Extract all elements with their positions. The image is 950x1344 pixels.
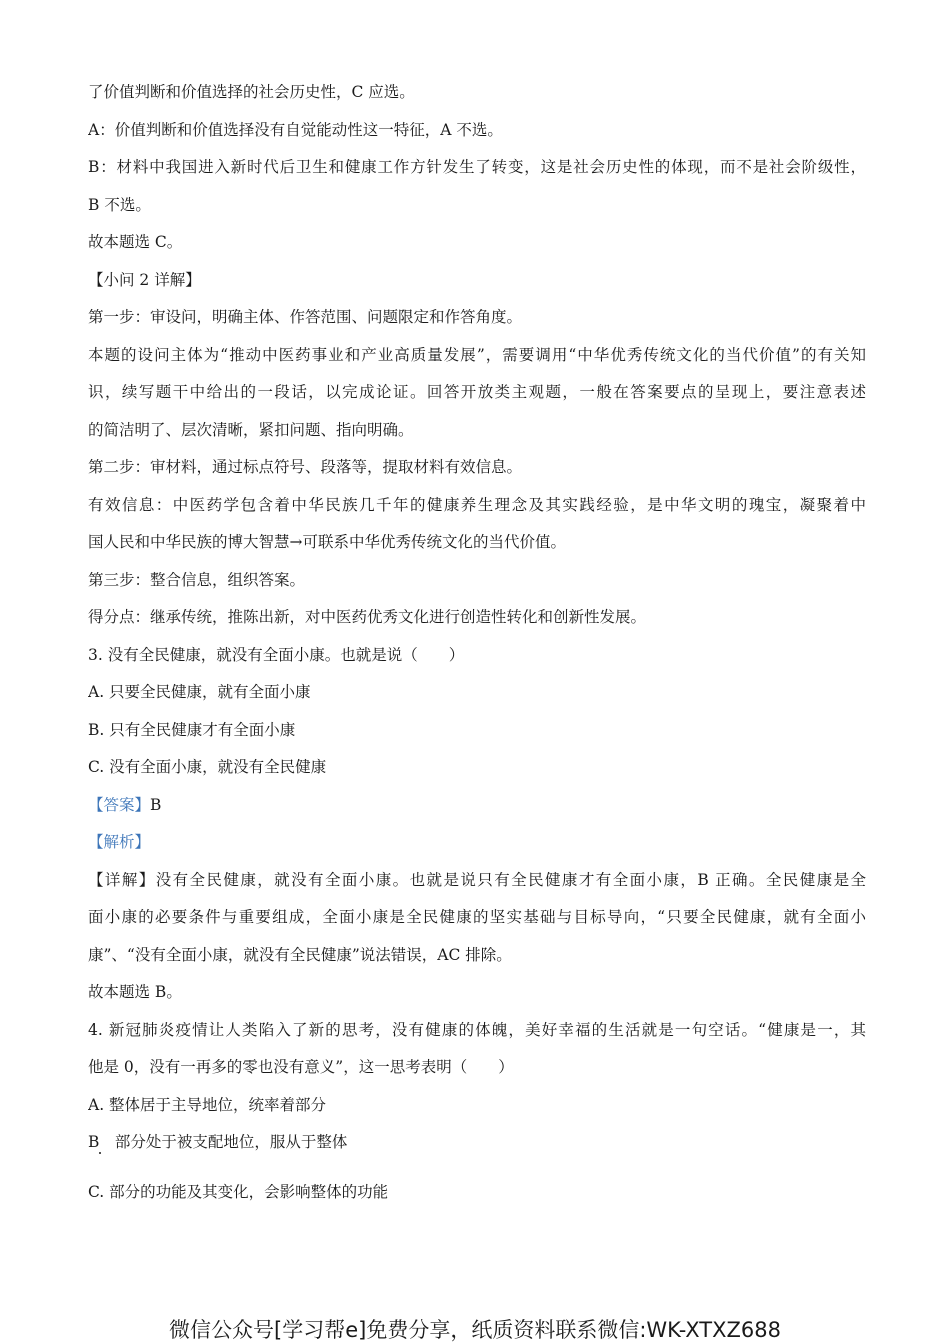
analysis-tag: 【解析】 [88,833,151,851]
text-line: 第三步：整合信息，组织答案。 [88,570,306,589]
text-line: B 不选。 [88,195,151,214]
question-4-option-b [88,1124,866,1162]
text-line: 国人民和中华民族的博大智慧→可联系中华优秀传统文化的当代价值。 [88,533,566,551]
text-line: 第一步：审设问，明确主体、作答范围、问题限定和作答角度。 [88,308,523,326]
answer-tag: 【答案】 [88,795,151,814]
footer-watermark: 微信公众号[学习帮e]免费分享，纸质资料联系微信:WK-XTXZ688 [169,1318,781,1342]
text-line: 第二步：审材料，通过标点符号、段落等，提取材料有效信息。 [88,458,523,476]
subquestion-heading: 【小问 2 详解】 [88,270,201,289]
text-line: A：价值判断和价值选择没有自觉能动性这一特征，A 不选。 [88,120,503,139]
detail-line: 故本题选 B。 [88,983,182,1001]
stray-dot-mark [99,1152,101,1154]
question-4-option-c: C. 部分的功能及其变化，会影响整体的功能 [88,1182,389,1201]
spacer [88,1162,866,1174]
document-body [88,74,866,1211]
analysis-line [88,824,866,862]
question-4-option-a: A. 整体居于主导地位，统率着部分 [88,1095,327,1114]
question-3-option-c: C. 没有全面小康，就没有全民健康 [88,758,327,776]
text-line: 故本题选 C。 [88,233,183,251]
question-4-stem: 4. 新冠肺炎疫情让人类陷入了新的思考，没有健康的体魄，美好幸福的生活就是一句空话。“健康是一，其 [88,1020,866,1039]
text-line: 本题的设问主体为“推动中医药事业和产业高质量发展”，需要调用“中华优秀传统文化的当代价值”的有关知 [88,345,866,364]
answer-line [88,787,866,825]
question-3-option-a: A. 只要全民健康，就有全面小康 [88,683,311,701]
question-3-stem: 3. 没有全民健康，就没有全面小康。也就是说（ ） [88,645,465,664]
text-line: B：材料中我国进入新时代后卫生和健康工作方针发生了转变，这是社会历史性的体现，而不是社会阶级性， [88,158,866,176]
detail-line: 【详解】没有全民健康，就没有全面小康。也就是说只有全民健康才有全面小康，B 正确。全民健康是全 [88,870,866,889]
question-4-option-b-text: B 部分处于被支配地位，服从于整体 [88,1133,348,1151]
question-4-stem: 他是 0，没有一再多的零也没有意义”，这一思考表明（ ） [88,1058,514,1076]
detail-line: 面小康的必要条件与重要组成，全面小康是全民健康的坚实基础与目标导向，“只要全民健康，就有全面小 [88,908,866,926]
text-line: 识，续写题干中给出的一段话，以完成论证。回答开放类主观题，一般在答案要点的呈现上，要注意表述 [88,383,866,401]
detail-line: 康”、“没有全面小康，就没有全民健康”说法错误，AC 排除。 [88,945,512,964]
text-line: 得分点：继承传统，推陈出新，对中医药优秀文化进行创造性转化和创新性发展。 [88,608,647,626]
question-3-option-b: B. 只有全民健康才有全面小康 [88,720,296,739]
answer-value: B [150,795,162,814]
text-line: 的简洁明了、层次清晰，紧扣问题、指向明确。 [88,420,414,439]
text-line: 了价值判断和价值选择的社会历史性，C 应选。 [88,83,415,101]
text-line: 有效信息：中医药学包含着中华民族几千年的健康养生理念及其实践经验，是中华文明的瑰宝，凝聚着中 [88,495,866,514]
